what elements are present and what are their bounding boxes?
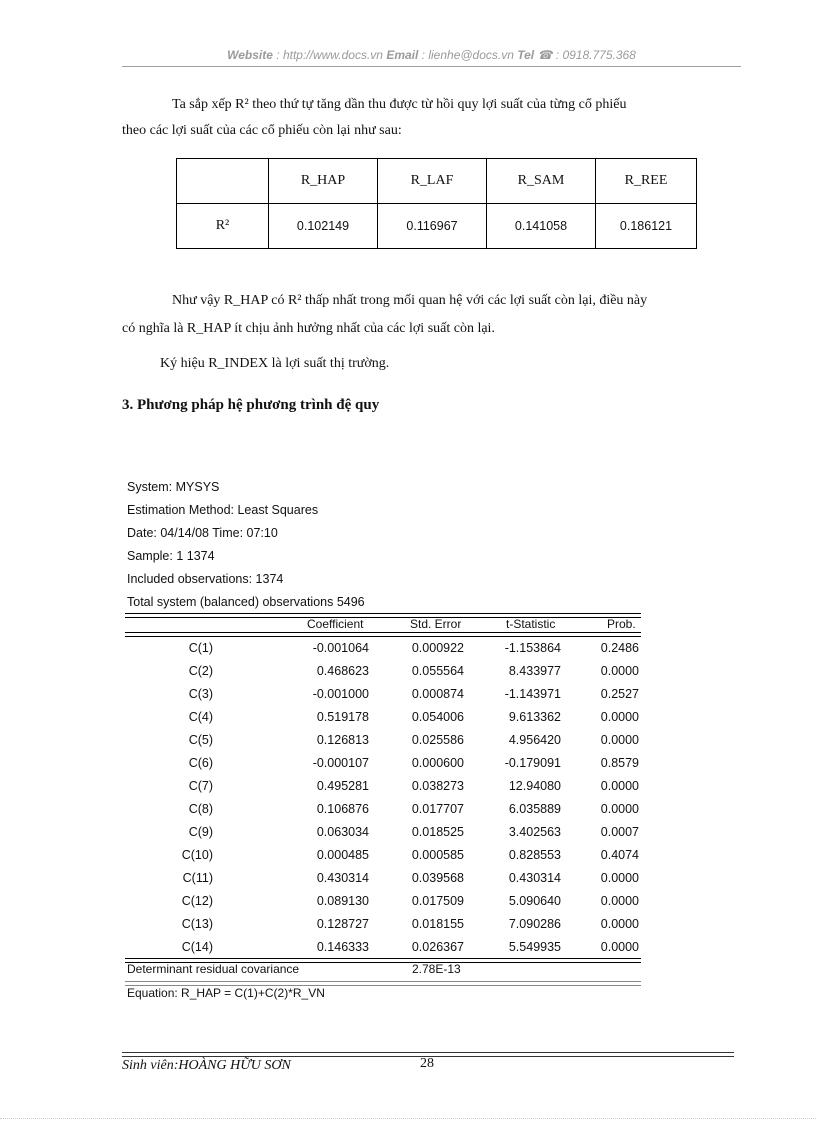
r2-col-header: R_LAF bbox=[378, 159, 487, 204]
tel-number: ☎ : 0918.775.368 bbox=[534, 48, 636, 62]
t-statistic-value: -1.143971 bbox=[504, 687, 561, 701]
table-row bbox=[125, 913, 641, 936]
coef-name: C(11) bbox=[182, 871, 213, 885]
coef-value: 0.495281 bbox=[316, 779, 369, 793]
page-bottom-edge bbox=[0, 1118, 816, 1119]
table-row bbox=[125, 683, 641, 706]
coef-value: 0.126813 bbox=[316, 733, 369, 747]
coef-name: C(3) bbox=[188, 687, 213, 701]
std-error-value: 0.055564 bbox=[411, 664, 464, 678]
table-row bbox=[125, 660, 641, 683]
t-statistic-value: 9.613362 bbox=[508, 710, 561, 724]
r2-table-value-row bbox=[177, 204, 697, 249]
t-statistic-value: 0.430314 bbox=[508, 871, 561, 885]
page-number: 28 bbox=[420, 1056, 434, 1071]
r2-row-label: R² bbox=[177, 204, 269, 249]
table-row bbox=[125, 706, 641, 729]
system-info-line: Date: 04/14/08 Time: 07:10 bbox=[127, 526, 278, 540]
col-header-prob: Prob. bbox=[607, 617, 636, 631]
r2-value: 0.141058 bbox=[487, 204, 596, 249]
table-row bbox=[125, 936, 641, 959]
table-row bbox=[125, 752, 641, 775]
prob-value: 0.0007 bbox=[600, 825, 639, 839]
table-row bbox=[125, 729, 641, 752]
r2-value: 0.186121 bbox=[596, 204, 697, 249]
std-error-value: 0.017509 bbox=[411, 894, 464, 908]
coef-name: C(7) bbox=[188, 779, 213, 793]
coef-name: C(5) bbox=[188, 733, 213, 747]
header-divider bbox=[122, 66, 741, 67]
t-statistic-value: 4.956420 bbox=[508, 733, 561, 747]
coef-value: -0.001064 bbox=[312, 641, 369, 655]
table-row bbox=[125, 798, 641, 821]
table-top-rule bbox=[125, 613, 641, 618]
coef-value: 0.063034 bbox=[316, 825, 369, 839]
t-statistic-value: 0.828553 bbox=[508, 848, 561, 862]
coef-value: 0.106876 bbox=[316, 802, 369, 816]
r2-table bbox=[176, 158, 697, 249]
coef-name: C(9) bbox=[188, 825, 213, 839]
conclusion-line-3: Ký hiệu R_INDEX là lợi suất thị trường. bbox=[160, 356, 390, 371]
table-row bbox=[125, 775, 641, 798]
t-statistic-value: 5.090640 bbox=[508, 894, 561, 908]
intro-line-1: Ta sắp xếp R² theo thứ tự tăng dần thu được từ hồi quy lợi suất của từng cổ phiếu bbox=[172, 97, 627, 112]
col-header-coefficient: Coefficient bbox=[307, 617, 364, 631]
intro-line-2: theo các lợi suất của các cổ phiếu còn lại như sau: bbox=[122, 123, 402, 138]
t-statistic-value: 7.090286 bbox=[508, 917, 561, 931]
prob-value: 0.8579 bbox=[600, 756, 639, 770]
prob-value: 0.0000 bbox=[600, 664, 639, 678]
coef-value: 0.128727 bbox=[316, 917, 369, 931]
t-statistic-value: 5.549935 bbox=[508, 940, 561, 954]
prob-value: 0.0000 bbox=[600, 940, 639, 954]
table-row bbox=[125, 867, 641, 890]
prob-value: 0.0000 bbox=[600, 917, 639, 931]
website-url: : http://www.docs.vn bbox=[272, 48, 387, 62]
std-error-value: 0.000874 bbox=[411, 687, 464, 701]
std-error-value: 0.018155 bbox=[411, 917, 464, 931]
table-row bbox=[125, 890, 641, 913]
prob-value: 0.2486 bbox=[600, 641, 639, 655]
system-info-line: Estimation Method: Least Squares bbox=[127, 503, 319, 517]
table-row bbox=[125, 637, 641, 660]
coef-name: C(6) bbox=[188, 756, 213, 770]
coef-value: 0.000485 bbox=[316, 848, 369, 862]
determinant-value: 2.78E-13 bbox=[412, 962, 461, 976]
table-row bbox=[125, 821, 641, 844]
coef-name: C(13) bbox=[181, 917, 213, 931]
equation-text: Equation: R_HAP = C(1)+C(2)*R_VN bbox=[127, 986, 325, 1000]
page-header bbox=[122, 48, 741, 62]
r2-value: 0.116967 bbox=[378, 204, 487, 249]
website-label: Website bbox=[227, 48, 273, 62]
std-error-value: 0.025586 bbox=[411, 733, 464, 747]
t-statistic-value: 6.035889 bbox=[508, 802, 561, 816]
system-info bbox=[127, 476, 365, 614]
r2-col-header: R_HAP bbox=[269, 159, 378, 204]
coefficient-table bbox=[125, 637, 641, 959]
coef-value: -0.001000 bbox=[312, 687, 369, 701]
coef-value: 0.089130 bbox=[316, 894, 369, 908]
email-address: : lienhe@docs.vn bbox=[418, 48, 518, 62]
coef-name: C(1) bbox=[188, 641, 213, 655]
r2-value: 0.102149 bbox=[269, 204, 378, 249]
coef-value: 0.519178 bbox=[316, 710, 369, 724]
system-info-line: Total system (balanced) observations 5496 bbox=[127, 595, 365, 609]
std-error-value: 0.039568 bbox=[411, 871, 464, 885]
coef-value: 0.430314 bbox=[316, 871, 369, 885]
col-header-t-statistic: t-Statistic bbox=[506, 617, 556, 631]
std-error-value: 0.000922 bbox=[411, 641, 464, 655]
t-statistic-value: -0.179091 bbox=[504, 756, 561, 770]
system-info-line: Included observations: 1374 bbox=[127, 572, 284, 586]
prob-value: 0.0000 bbox=[600, 894, 639, 908]
std-error-value: 0.017707 bbox=[411, 802, 464, 816]
system-info-line: Sample: 1 1374 bbox=[127, 549, 215, 563]
coef-value: 0.468623 bbox=[316, 664, 369, 678]
coef-name: C(2) bbox=[188, 664, 213, 678]
coef-name: C(8) bbox=[188, 802, 213, 816]
prob-value: 0.0000 bbox=[600, 871, 639, 885]
prob-value: 0.0000 bbox=[600, 779, 639, 793]
r2-table-corner bbox=[177, 159, 269, 204]
std-error-value: 0.026367 bbox=[411, 940, 464, 954]
std-error-value: 0.000600 bbox=[411, 756, 464, 770]
std-error-value: 0.054006 bbox=[411, 710, 464, 724]
tel-label: Tel bbox=[517, 48, 535, 62]
conclusion-line-1: Như vậy R_HAP có R² thấp nhất trong mối quan hệ với các lợi suất còn lại, điều này bbox=[172, 293, 648, 308]
coef-name: C(14) bbox=[181, 940, 213, 954]
r2-col-header: R_SAM bbox=[487, 159, 596, 204]
col-header-std-error: Std. Error bbox=[410, 617, 462, 631]
conclusion-line-2: có nghĩa là R_HAP ít chịu ảnh hưởng nhất của các lợi suất còn lại. bbox=[122, 321, 495, 336]
determinant-label: Determinant residual covariance bbox=[127, 962, 300, 976]
coef-name: C(4) bbox=[188, 710, 213, 724]
prob-value: 0.4074 bbox=[600, 848, 639, 862]
coef-value: -0.000107 bbox=[312, 756, 369, 770]
r2-table-header-row bbox=[177, 159, 697, 204]
section-title: 3. Phương pháp hệ phương trình đệ quy bbox=[122, 397, 380, 413]
email-label: Email bbox=[386, 48, 419, 62]
prob-value: 0.0000 bbox=[600, 802, 639, 816]
coef-value: 0.146333 bbox=[316, 940, 369, 954]
coef-name: C(10) bbox=[181, 848, 213, 862]
std-error-value: 0.000585 bbox=[411, 848, 464, 862]
prob-value: 0.2527 bbox=[600, 687, 639, 701]
t-statistic-value: 3.402563 bbox=[508, 825, 561, 839]
std-error-value: 0.038273 bbox=[411, 779, 464, 793]
prob-value: 0.0000 bbox=[600, 733, 639, 747]
system-info-line: System: MYSYS bbox=[127, 480, 220, 494]
t-statistic-value: -1.153864 bbox=[504, 641, 561, 655]
std-error-value: 0.018525 bbox=[411, 825, 464, 839]
prob-value: 0.0000 bbox=[600, 710, 639, 724]
r2-col-header: R_REE bbox=[596, 159, 697, 204]
t-statistic-value: 12.94080 bbox=[508, 779, 561, 793]
coef-name: C(12) bbox=[181, 894, 213, 908]
footer-student-name: Sinh viên:HOÀNG HỮU SƠN bbox=[122, 1058, 291, 1073]
table-row bbox=[125, 844, 641, 867]
t-statistic-value: 8.433977 bbox=[508, 664, 561, 678]
